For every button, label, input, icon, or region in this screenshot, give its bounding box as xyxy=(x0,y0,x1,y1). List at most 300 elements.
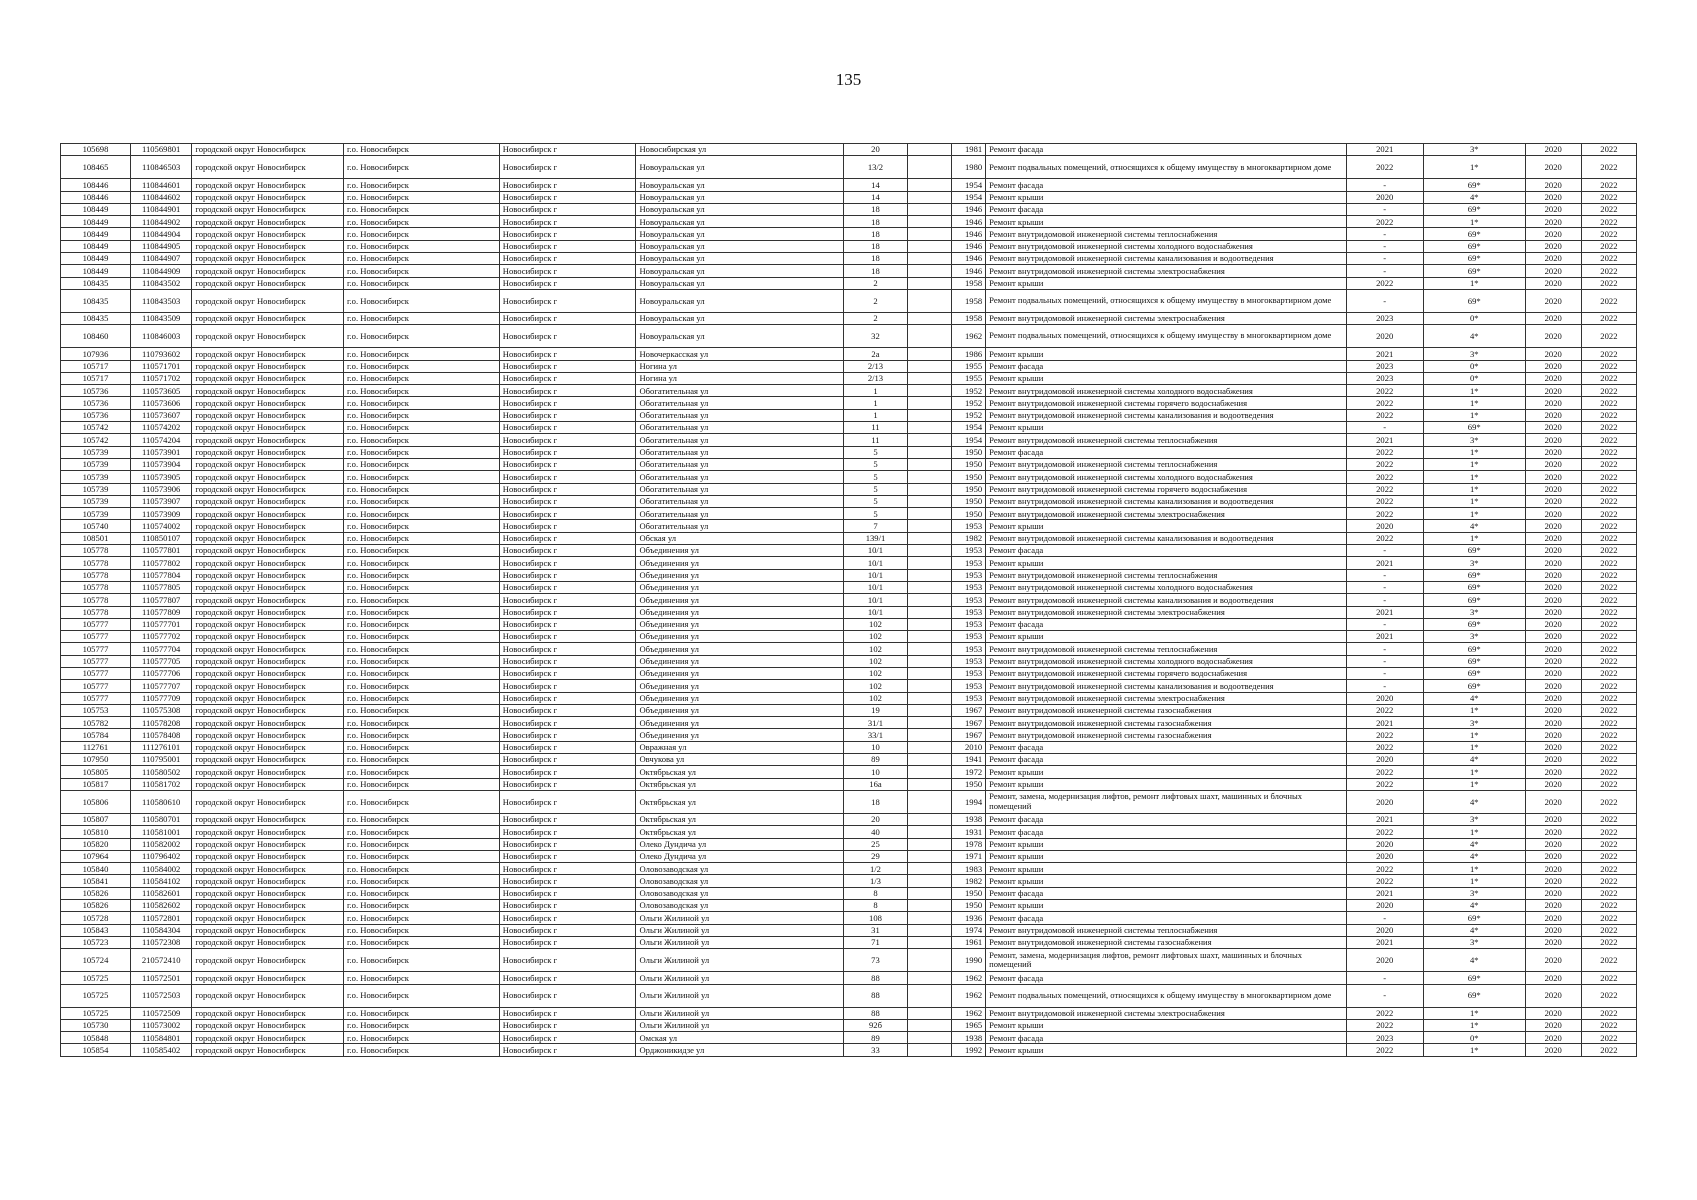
period-start-cell: 2020 xyxy=(1525,704,1581,716)
planned-year-cell: 2021 xyxy=(1346,813,1423,825)
house-id-cell: 105717 xyxy=(61,372,131,384)
settlement-cell: г.о. Новосибирск xyxy=(343,508,499,520)
record-id-cell: 110577706 xyxy=(130,667,191,679)
municipality-cell: городской округ Новосибирск xyxy=(192,277,344,289)
period-end-cell: 2022 xyxy=(1581,1032,1636,1044)
extra-field-cell xyxy=(907,156,952,179)
record-id-cell: 110573906 xyxy=(130,483,191,495)
work-count-cell: 4* xyxy=(1423,191,1525,203)
extra-field-cell xyxy=(907,240,952,252)
period-end-cell: 2022 xyxy=(1581,741,1636,753)
extra-field-cell xyxy=(907,191,952,203)
planned-year-cell: - xyxy=(1346,289,1423,312)
house-number-cell: 18 xyxy=(844,790,908,813)
period-end-cell: 2022 xyxy=(1581,618,1636,630)
house-id-cell: 112761 xyxy=(61,741,131,753)
planned-year-cell: - xyxy=(1346,972,1423,984)
city-cell: Новосибирск г xyxy=(499,446,636,458)
work-type-cell: Ремонт крыши xyxy=(986,766,1346,778)
city-cell: Новосибирск г xyxy=(499,532,636,544)
period-end-cell: 2022 xyxy=(1581,631,1636,643)
planned-year-cell: 2020 xyxy=(1346,850,1423,862)
work-count-cell: 3* xyxy=(1423,144,1525,156)
period-start-cell: 2020 xyxy=(1525,984,1581,1007)
period-start-cell: 2020 xyxy=(1525,422,1581,434)
street-cell: Новоуральская ул xyxy=(636,265,844,277)
house-id-cell: 105698 xyxy=(61,144,131,156)
municipality-cell: городской округ Новосибирск xyxy=(192,972,344,984)
house-number-cell: 8 xyxy=(844,887,908,899)
table-row xyxy=(61,717,1637,729)
settlement-cell: г.о. Новосибирск xyxy=(343,838,499,850)
period-start-cell: 2020 xyxy=(1525,1019,1581,1031)
work-count-cell: 69* xyxy=(1423,203,1525,215)
street-cell: Обогатительная ул xyxy=(636,434,844,446)
record-id-cell: 110577702 xyxy=(130,631,191,643)
municipality-cell: городской округ Новосибирск xyxy=(192,483,344,495)
street-cell: Омская ул xyxy=(636,1032,844,1044)
work-count-cell: 1* xyxy=(1423,875,1525,887)
work-count-cell: 1* xyxy=(1423,483,1525,495)
table-row xyxy=(61,360,1637,372)
period-end-cell: 2022 xyxy=(1581,191,1636,203)
planned-year-cell: 2021 xyxy=(1346,348,1423,360)
work-count-cell: 4* xyxy=(1423,924,1525,936)
work-type-cell: Ремонт фасада xyxy=(986,813,1346,825)
period-end-cell: 2022 xyxy=(1581,717,1636,729)
municipality-cell: городской округ Новосибирск xyxy=(192,179,344,191)
house-number-cell: 1 xyxy=(844,409,908,421)
street-cell: Обогатительная ул xyxy=(636,422,844,434)
planned-year-cell: 2022 xyxy=(1346,471,1423,483)
street-cell: Объединения ул xyxy=(636,606,844,618)
city-cell: Новосибирск г xyxy=(499,156,636,179)
extra-field-cell xyxy=(907,446,952,458)
period-start-cell: 2020 xyxy=(1525,778,1581,790)
table-row xyxy=(61,741,1637,753)
build-year-cell: 1982 xyxy=(952,532,986,544)
extra-field-cell xyxy=(907,1032,952,1044)
planned-year-cell: - xyxy=(1346,545,1423,557)
extra-field-cell xyxy=(907,838,952,850)
period-end-cell: 2022 xyxy=(1581,409,1636,421)
record-id-cell: 110584801 xyxy=(130,1032,191,1044)
table-row xyxy=(61,766,1637,778)
period-start-cell: 2020 xyxy=(1525,508,1581,520)
street-cell: Ольги Жилиной ул xyxy=(636,924,844,936)
planned-year-cell: 2022 xyxy=(1346,385,1423,397)
extra-field-cell xyxy=(907,508,952,520)
municipality-cell: городской округ Новосибирск xyxy=(192,631,344,643)
work-type-cell: Ремонт внутридомовой инженерной системы электроснабжения xyxy=(986,265,1346,277)
extra-field-cell xyxy=(907,778,952,790)
table-row xyxy=(61,924,1637,936)
work-count-cell: 69* xyxy=(1423,545,1525,557)
work-type-cell: Ремонт крыши xyxy=(986,1044,1346,1056)
settlement-cell: г.о. Новосибирск xyxy=(343,265,499,277)
street-cell: Обогатительная ул xyxy=(636,471,844,483)
planned-year-cell: 2023 xyxy=(1346,372,1423,384)
house-number-cell: 102 xyxy=(844,655,908,667)
period-start-cell: 2020 xyxy=(1525,949,1581,972)
period-end-cell: 2022 xyxy=(1581,1019,1636,1031)
house-number-cell: 16а xyxy=(844,778,908,790)
work-count-cell: 1* xyxy=(1423,1044,1525,1056)
period-start-cell: 2020 xyxy=(1525,179,1581,191)
work-type-cell: Ремонт подвальных помещений, относящихся к общему имуществу в многоквартирном доме xyxy=(986,156,1346,179)
period-end-cell: 2022 xyxy=(1581,471,1636,483)
build-year-cell: 1955 xyxy=(952,360,986,372)
house-number-cell: 102 xyxy=(844,618,908,630)
house-number-cell: 18 xyxy=(844,265,908,277)
work-type-cell: Ремонт крыши xyxy=(986,520,1346,532)
work-count-cell: 1* xyxy=(1423,1007,1525,1019)
planned-year-cell: 2021 xyxy=(1346,606,1423,618)
settlement-cell: г.о. Новосибирск xyxy=(343,643,499,655)
record-id-cell: 110577701 xyxy=(130,618,191,630)
extra-field-cell xyxy=(907,826,952,838)
house-id-cell: 105778 xyxy=(61,594,131,606)
work-count-cell: 69* xyxy=(1423,972,1525,984)
period-end-cell: 2022 xyxy=(1581,704,1636,716)
build-year-cell: 1953 xyxy=(952,692,986,704)
house-id-cell: 108449 xyxy=(61,240,131,252)
house-number-cell: 8 xyxy=(844,900,908,912)
record-id-cell: 110584304 xyxy=(130,924,191,936)
city-cell: Новосибирск г xyxy=(499,741,636,753)
build-year-cell: 1971 xyxy=(952,850,986,862)
planned-year-cell: - xyxy=(1346,655,1423,667)
record-id-cell: 110573605 xyxy=(130,385,191,397)
table-row xyxy=(61,520,1637,532)
settlement-cell: г.о. Новосибирск xyxy=(343,790,499,813)
street-cell: Олеко Дундича ул xyxy=(636,838,844,850)
settlement-cell: г.о. Новосибирск xyxy=(343,191,499,203)
work-count-cell: 1* xyxy=(1423,826,1525,838)
work-count-cell: 4* xyxy=(1423,838,1525,850)
period-end-cell: 2022 xyxy=(1581,912,1636,924)
period-start-cell: 2020 xyxy=(1525,385,1581,397)
municipality-cell: городской округ Новосибирск xyxy=(192,532,344,544)
period-end-cell: 2022 xyxy=(1581,984,1636,1007)
work-type-cell: Ремонт крыши xyxy=(986,838,1346,850)
work-type-cell: Ремонт фасада xyxy=(986,912,1346,924)
period-start-cell: 2020 xyxy=(1525,545,1581,557)
period-start-cell: 2020 xyxy=(1525,643,1581,655)
work-type-cell: Ремонт внутридомовой инженерной системы электроснабжения xyxy=(986,692,1346,704)
planned-year-cell: 2021 xyxy=(1346,887,1423,899)
city-cell: Новосибирск г xyxy=(499,144,636,156)
work-type-cell: Ремонт фасада xyxy=(986,754,1346,766)
street-cell: Новоуральская ул xyxy=(636,312,844,324)
extra-field-cell xyxy=(907,594,952,606)
house-number-cell: 2 xyxy=(844,289,908,312)
record-id-cell: 110577709 xyxy=(130,692,191,704)
record-id-cell: 110571702 xyxy=(130,372,191,384)
work-type-cell: Ремонт внутридомовой инженерной системы холодного водоснабжения xyxy=(986,385,1346,397)
period-end-cell: 2022 xyxy=(1581,692,1636,704)
municipality-cell: городской округ Новосибирск xyxy=(192,471,344,483)
period-start-cell: 2020 xyxy=(1525,360,1581,372)
work-type-cell: Ремонт внутридомовой инженерной системы канализования и водоотведения xyxy=(986,532,1346,544)
work-count-cell: 1* xyxy=(1423,409,1525,421)
house-id-cell: 105777 xyxy=(61,680,131,692)
street-cell: Октябрьская ул xyxy=(636,826,844,838)
record-id-cell: 110573904 xyxy=(130,458,191,470)
municipality-cell: городской округ Новосибирск xyxy=(192,422,344,434)
period-start-cell: 2020 xyxy=(1525,924,1581,936)
city-cell: Новосибирск г xyxy=(499,655,636,667)
house-id-cell: 105753 xyxy=(61,704,131,716)
record-id-cell: 110843502 xyxy=(130,277,191,289)
table-row xyxy=(61,277,1637,289)
street-cell: Новоуральская ул xyxy=(636,240,844,252)
table-row xyxy=(61,704,1637,716)
period-end-cell: 2022 xyxy=(1581,581,1636,593)
house-number-cell: 92б xyxy=(844,1019,908,1031)
period-start-cell: 2020 xyxy=(1525,826,1581,838)
record-id-cell: 110795001 xyxy=(130,754,191,766)
house-id-cell: 108449 xyxy=(61,216,131,228)
settlement-cell: г.о. Новосибирск xyxy=(343,253,499,265)
work-count-cell: 0* xyxy=(1423,360,1525,372)
period-start-cell: 2020 xyxy=(1525,606,1581,618)
work-type-cell: Ремонт крыши xyxy=(986,875,1346,887)
record-id-cell: 110844901 xyxy=(130,203,191,215)
house-id-cell: 105778 xyxy=(61,569,131,581)
work-type-cell: Ремонт подвальных помещений, относящихся к общему имуществу в многоквартирном доме xyxy=(986,325,1346,348)
period-start-cell: 2020 xyxy=(1525,813,1581,825)
table-row xyxy=(61,813,1637,825)
work-type-cell: Ремонт внутридомовой инженерной системы канализования и водоотведения xyxy=(986,680,1346,692)
table-row xyxy=(61,458,1637,470)
period-start-cell: 2020 xyxy=(1525,372,1581,384)
settlement-cell: г.о. Новосибирск xyxy=(343,409,499,421)
record-id-cell: 110577809 xyxy=(130,606,191,618)
municipality-cell: городской округ Новосибирск xyxy=(192,1007,344,1019)
build-year-cell: 1962 xyxy=(952,1007,986,1019)
period-end-cell: 2022 xyxy=(1581,422,1636,434)
house-number-cell: 2а xyxy=(844,348,908,360)
street-cell: Объединения ул xyxy=(636,631,844,643)
street-cell: Объединения ул xyxy=(636,594,844,606)
period-end-cell: 2022 xyxy=(1581,458,1636,470)
planned-year-cell: - xyxy=(1346,569,1423,581)
build-year-cell: 1946 xyxy=(952,216,986,228)
work-count-cell: 1* xyxy=(1423,863,1525,875)
work-count-cell: 0* xyxy=(1423,372,1525,384)
table-row xyxy=(61,606,1637,618)
work-type-cell: Ремонт внутридомовой инженерной системы холодного водоснабжения xyxy=(986,581,1346,593)
city-cell: Новосибирск г xyxy=(499,385,636,397)
planned-year-cell: 2021 xyxy=(1346,144,1423,156)
settlement-cell: г.о. Новосибирск xyxy=(343,766,499,778)
street-cell: Октябрьская ул xyxy=(636,790,844,813)
municipality-cell: городской округ Новосибирск xyxy=(192,557,344,569)
planned-year-cell: 2022 xyxy=(1346,875,1423,887)
record-id-cell: 110577801 xyxy=(130,545,191,557)
municipality-cell: городской округ Новосибирск xyxy=(192,372,344,384)
period-end-cell: 2022 xyxy=(1581,838,1636,850)
house-id-cell: 105826 xyxy=(61,900,131,912)
settlement-cell: г.о. Новосибирск xyxy=(343,471,499,483)
table-row xyxy=(61,203,1637,215)
street-cell: Овражная ул xyxy=(636,741,844,753)
city-cell: Новосибирск г xyxy=(499,949,636,972)
planned-year-cell: 2022 xyxy=(1346,532,1423,544)
extra-field-cell xyxy=(907,972,952,984)
extra-field-cell xyxy=(907,289,952,312)
street-cell: Новоуральская ул xyxy=(636,203,844,215)
planned-year-cell: 2022 xyxy=(1346,483,1423,495)
city-cell: Новосибирск г xyxy=(499,813,636,825)
table-row xyxy=(61,729,1637,741)
record-id-cell: 110850107 xyxy=(130,532,191,544)
house-id-cell: 108449 xyxy=(61,253,131,265)
house-number-cell: 2/13 xyxy=(844,372,908,384)
period-end-cell: 2022 xyxy=(1581,372,1636,384)
planned-year-cell: 2022 xyxy=(1346,216,1423,228)
work-count-cell: 3* xyxy=(1423,717,1525,729)
record-id-cell: 110571701 xyxy=(130,360,191,372)
street-cell: Орджоникидзе ул xyxy=(636,1044,844,1056)
build-year-cell: 1931 xyxy=(952,826,986,838)
house-id-cell: 105739 xyxy=(61,483,131,495)
work-count-cell: 1* xyxy=(1423,741,1525,753)
build-year-cell: 1950 xyxy=(952,778,986,790)
planned-year-cell: - xyxy=(1346,667,1423,679)
period-end-cell: 2022 xyxy=(1581,1044,1636,1056)
work-type-cell: Ремонт внутридомовой инженерной системы теплоснабжения xyxy=(986,643,1346,655)
settlement-cell: г.о. Новосибирск xyxy=(343,924,499,936)
house-id-cell: 105739 xyxy=(61,495,131,507)
city-cell: Новосибирск г xyxy=(499,826,636,838)
work-type-cell: Ремонт крыши xyxy=(986,372,1346,384)
street-cell: Обогатительная ул xyxy=(636,458,844,470)
municipality-cell: городской округ Новосибирск xyxy=(192,754,344,766)
city-cell: Новосибирск г xyxy=(499,545,636,557)
extra-field-cell xyxy=(907,228,952,240)
city-cell: Новосибирск г xyxy=(499,508,636,520)
house-number-cell: 20 xyxy=(844,144,908,156)
work-type-cell: Ремонт внутридомовой инженерной системы горячего водоснабжения xyxy=(986,483,1346,495)
table-row xyxy=(61,581,1637,593)
city-cell: Новосибирск г xyxy=(499,203,636,215)
period-start-cell: 2020 xyxy=(1525,618,1581,630)
planned-year-cell: 2022 xyxy=(1346,1007,1423,1019)
work-type-cell: Ремонт фасада xyxy=(986,360,1346,372)
build-year-cell: 1950 xyxy=(952,446,986,458)
settlement-cell: г.о. Новосибирск xyxy=(343,458,499,470)
build-year-cell: 1953 xyxy=(952,643,986,655)
build-year-cell: 1953 xyxy=(952,655,986,667)
city-cell: Новосибирск г xyxy=(499,1044,636,1056)
municipality-cell: городской округ Новосибирск xyxy=(192,949,344,972)
house-number-cell: 5 xyxy=(844,483,908,495)
city-cell: Новосибирск г xyxy=(499,520,636,532)
house-id-cell: 105777 xyxy=(61,667,131,679)
house-number-cell: 10/1 xyxy=(844,545,908,557)
work-type-cell: Ремонт внутридомовой инженерной системы электроснабжения xyxy=(986,312,1346,324)
extra-field-cell xyxy=(907,1007,952,1019)
city-cell: Новосибирск г xyxy=(499,422,636,434)
city-cell: Новосибирск г xyxy=(499,704,636,716)
work-count-cell: 0* xyxy=(1423,1032,1525,1044)
table-row xyxy=(61,144,1637,156)
city-cell: Новосибирск г xyxy=(499,692,636,704)
city-cell: Новосибирск г xyxy=(499,397,636,409)
build-year-cell: 1953 xyxy=(952,631,986,643)
municipality-cell: городской округ Новосибирск xyxy=(192,594,344,606)
table-row xyxy=(61,863,1637,875)
work-count-cell: 4* xyxy=(1423,692,1525,704)
settlement-cell: г.о. Новосибирск xyxy=(343,569,499,581)
house-number-cell: 10/1 xyxy=(844,557,908,569)
city-cell: Новосибирск г xyxy=(499,1007,636,1019)
municipality-cell: городской округ Новосибирск xyxy=(192,813,344,825)
settlement-cell: г.о. Новосибирск xyxy=(343,949,499,972)
municipality-cell: городской округ Новосибирск xyxy=(192,191,344,203)
house-id-cell: 105782 xyxy=(61,717,131,729)
house-number-cell: 1 xyxy=(844,385,908,397)
table-row xyxy=(61,667,1637,679)
work-type-cell: Ремонт фасада xyxy=(986,972,1346,984)
build-year-cell: 1953 xyxy=(952,557,986,569)
table-row xyxy=(61,557,1637,569)
build-year-cell: 1990 xyxy=(952,949,986,972)
period-end-cell: 2022 xyxy=(1581,655,1636,667)
house-number-cell: 88 xyxy=(844,1007,908,1019)
house-number-cell: 10 xyxy=(844,741,908,753)
work-count-cell: 3* xyxy=(1423,557,1525,569)
city-cell: Новосибирск г xyxy=(499,409,636,421)
planned-year-cell: 2022 xyxy=(1346,766,1423,778)
house-number-cell: 11 xyxy=(844,422,908,434)
period-end-cell: 2022 xyxy=(1581,385,1636,397)
table-row xyxy=(61,289,1637,312)
period-end-cell: 2022 xyxy=(1581,594,1636,606)
street-cell: Обогатительная ул xyxy=(636,409,844,421)
house-number-cell: 31 xyxy=(844,924,908,936)
table-body xyxy=(61,144,1637,1057)
period-start-cell: 2020 xyxy=(1525,863,1581,875)
city-cell: Новосибирск г xyxy=(499,838,636,850)
house-id-cell: 108449 xyxy=(61,265,131,277)
record-id-cell: 110572501 xyxy=(130,972,191,984)
street-cell: Новоуральская ул xyxy=(636,253,844,265)
settlement-cell: г.о. Новосибирск xyxy=(343,495,499,507)
street-cell: Обогатительная ул xyxy=(636,397,844,409)
house-id-cell: 107964 xyxy=(61,850,131,862)
build-year-cell: 1962 xyxy=(952,984,986,1007)
period-end-cell: 2022 xyxy=(1581,360,1636,372)
period-end-cell: 2022 xyxy=(1581,778,1636,790)
table-row xyxy=(61,156,1637,179)
planned-year-cell: 2021 xyxy=(1346,631,1423,643)
work-type-cell: Ремонт крыши xyxy=(986,900,1346,912)
period-start-cell: 2020 xyxy=(1525,495,1581,507)
municipality-cell: городской округ Новосибирск xyxy=(192,729,344,741)
extra-field-cell xyxy=(907,532,952,544)
work-type-cell: Ремонт фасада xyxy=(986,446,1346,458)
house-number-cell: 33/1 xyxy=(844,729,908,741)
extra-field-cell xyxy=(907,631,952,643)
period-end-cell: 2022 xyxy=(1581,667,1636,679)
city-cell: Новосибирск г xyxy=(499,325,636,348)
work-type-cell: Ремонт крыши xyxy=(986,348,1346,360)
house-number-cell: 18 xyxy=(844,240,908,252)
city-cell: Новосибирск г xyxy=(499,312,636,324)
